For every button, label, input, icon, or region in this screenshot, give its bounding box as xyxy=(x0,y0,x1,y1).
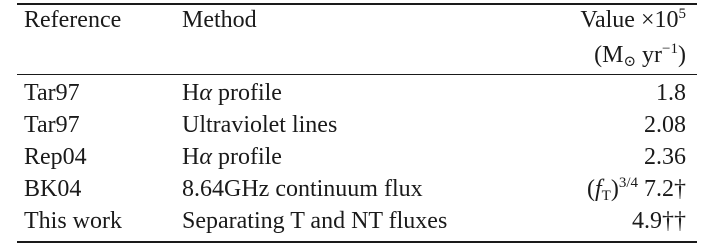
row-reference: This work xyxy=(24,208,122,234)
units-yr: yr xyxy=(636,42,663,68)
units-close: ) xyxy=(678,42,686,68)
header-value-label: Value ×10 xyxy=(580,7,679,33)
header-value-exponent: 5 xyxy=(678,6,686,22)
method-pre: H xyxy=(182,80,200,106)
row-method xyxy=(182,110,337,140)
method-greek: α xyxy=(199,80,212,106)
header-reference: Reference xyxy=(24,7,122,33)
units-exponent: −1 xyxy=(662,41,678,57)
row-reference: BK04 xyxy=(24,176,82,202)
method-post: Separating T and NT fluxes xyxy=(182,208,448,234)
row-method xyxy=(182,78,282,108)
value-close-paren: ) xyxy=(610,176,619,202)
units-open: (M xyxy=(594,42,624,68)
row-value: 4.9†† xyxy=(632,208,686,234)
method-post: 8.64GHz continuum flux xyxy=(182,176,423,202)
units-sun-symbol: ⊙ xyxy=(623,54,637,70)
method-post: profile xyxy=(211,144,282,170)
row-method xyxy=(182,174,423,204)
header-method: Method xyxy=(182,7,257,33)
header-units xyxy=(594,40,686,70)
row-reference: Tar97 xyxy=(24,80,80,106)
row-reference: Rep04 xyxy=(24,144,87,170)
value-exponent: 3/4 xyxy=(618,175,638,191)
row-value xyxy=(587,174,686,204)
method-pre: H xyxy=(182,144,200,170)
row-reference: Tar97 xyxy=(24,112,80,138)
value-flux-subscript: T xyxy=(601,188,611,204)
method-greek: α xyxy=(199,144,212,170)
row-value: 2.08 xyxy=(644,112,686,138)
header-rule xyxy=(17,74,697,75)
row-value: 2.36 xyxy=(644,144,686,170)
row-method xyxy=(182,142,282,172)
bottom-rule xyxy=(17,241,697,243)
header-value xyxy=(580,5,686,35)
value-flux-symbol: f xyxy=(594,176,602,202)
method-post: profile xyxy=(211,80,282,106)
row-method xyxy=(182,206,447,236)
value-open-paren: ( xyxy=(586,176,595,202)
value-number: 7.2† xyxy=(638,176,686,202)
row-value: 1.8 xyxy=(656,80,686,106)
method-post: Ultraviolet lines xyxy=(182,112,338,138)
